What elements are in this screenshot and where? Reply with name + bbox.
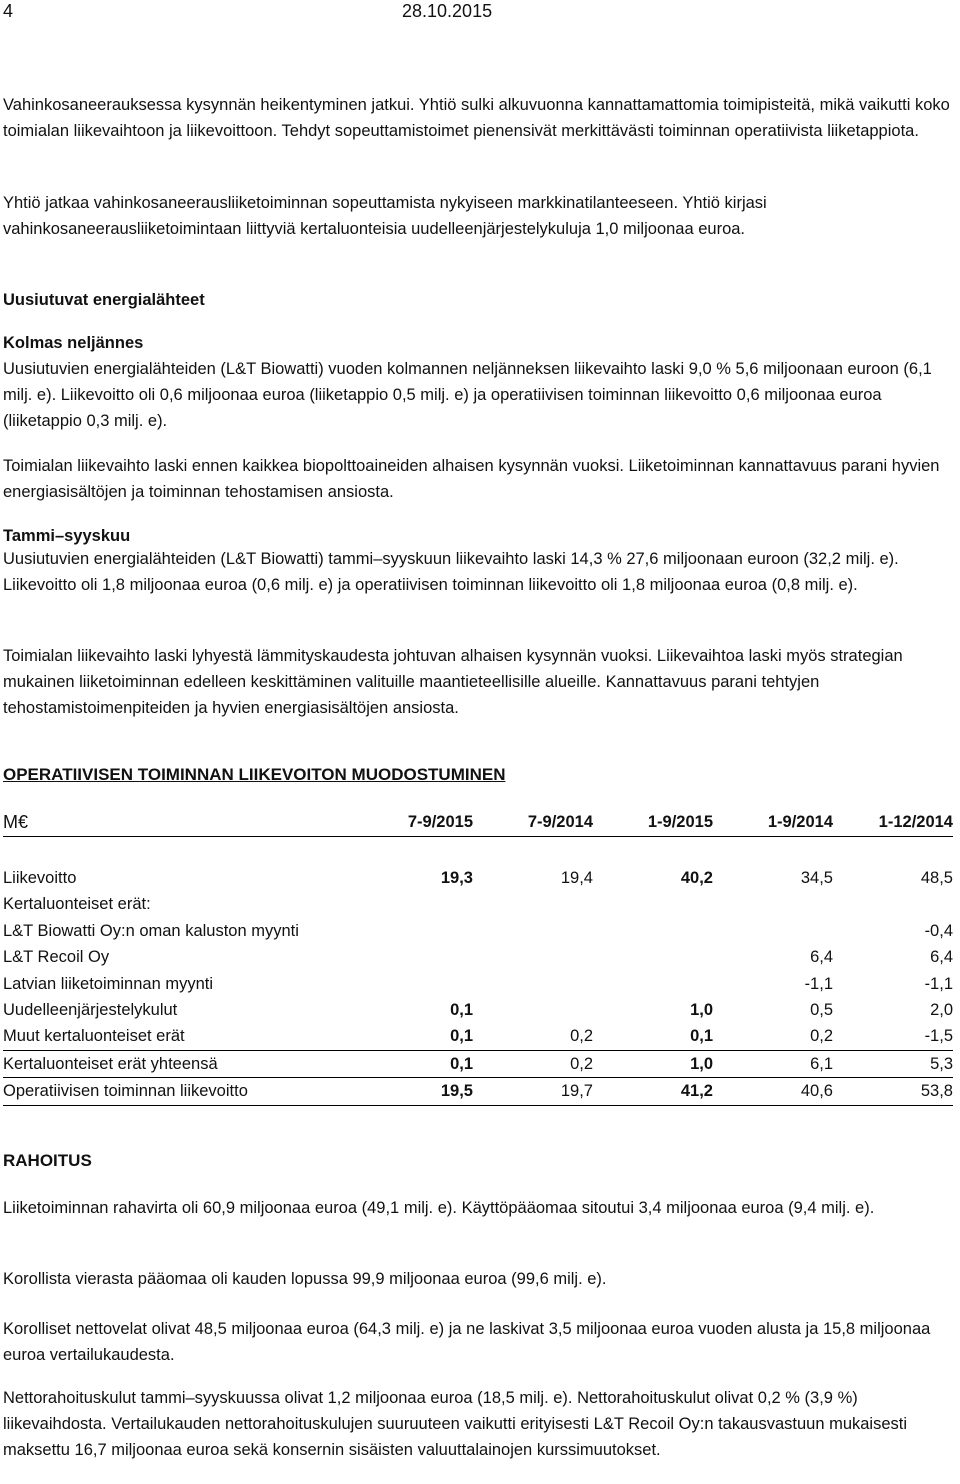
table-cell bbox=[593, 891, 713, 917]
table-row bbox=[3, 891, 953, 917]
row-label: L&T Recoil Oy bbox=[3, 948, 110, 967]
table-cell bbox=[593, 944, 713, 970]
table-cell: 6,4 bbox=[810, 948, 833, 967]
table-cell: 40,2 bbox=[680, 869, 713, 887]
row-label: Latvian liiketoiminnan myynti bbox=[3, 974, 214, 993]
paragraph-q3-results: Uusiutuvien energialähteiden (L&T Biowatti) vuoden kolmannen neljänneksen liikevaihto laski 9,0 % 5,6 miljoonaan euroon (6,1 milj. e). Liikevoitto oli 0,6 miljoonaa euroa (liiketappio 0,5 milj. e) ja operatiivisen toiminnan liikevoitto 0,6 miljoonaa euroa (liiketappio 0,3 milj. e). bbox=[3, 360, 932, 430]
table-cell: 0,1 bbox=[353, 1050, 473, 1077]
heading-operating-profit-breakdown: OPERATIIVISEN TOIMINNAN LIIKEVOITON MUODOSTUMINEN bbox=[3, 765, 506, 784]
table-cell: 40,6 bbox=[713, 1078, 833, 1105]
table-cell: 0,2 bbox=[473, 1023, 593, 1050]
row-label: Kertaluonteiset erät yhteensä bbox=[3, 1050, 353, 1077]
row-label: Kertaluonteiset erät: bbox=[3, 895, 151, 914]
table-cell: 0,1 bbox=[450, 1001, 473, 1020]
table-cell: 1,0 bbox=[690, 1001, 713, 1020]
table-cell bbox=[353, 891, 473, 917]
table-row bbox=[3, 997, 953, 1023]
report-date: 28.10.2015 bbox=[402, 1, 493, 21]
table-row bbox=[3, 944, 953, 970]
table-cell: -0,4 bbox=[924, 921, 953, 940]
table-cell: 0,1 bbox=[353, 1023, 473, 1050]
table-cell bbox=[473, 944, 593, 970]
table-cell: 0,1 bbox=[593, 1023, 713, 1050]
paragraph-cash-flow: Liiketoiminnan rahavirta oli 60,9 miljoonaa euroa (49,1 milj. e). Käyttöpääomaa sitoutui 3,4 miljoonaa euroa (9,4 milj. e). bbox=[3, 1199, 875, 1217]
table-cell: 0,2 bbox=[713, 1023, 833, 1050]
table-cell bbox=[473, 971, 593, 997]
table-cell: 6,1 bbox=[713, 1050, 833, 1077]
table-cell bbox=[593, 918, 713, 944]
table-cell: 0,5 bbox=[810, 1001, 833, 1020]
column-header: 7-9/2015 bbox=[353, 808, 473, 837]
paragraph-net-debt: Korolliset nettovelat olivat 48,5 miljoonaa euroa (64,3 milj. e) ja ne laskivat 3,5 miljoonaa euroa vuoden alusta ja 15,8 miljoonaa euroa vertailukaudesta. bbox=[3, 1320, 931, 1364]
row-label: Uudelleenjärjestelykulut bbox=[3, 1001, 178, 1020]
table-cell: -1,1 bbox=[804, 974, 833, 993]
row-label: Liikevoitto bbox=[3, 869, 77, 887]
operating-profit-table bbox=[3, 808, 953, 1106]
row-label: Muut kertaluonteiset erät bbox=[3, 1023, 353, 1050]
table-cell: 1,0 bbox=[593, 1050, 713, 1077]
table-row bbox=[3, 1078, 953, 1105]
heading-january-september: Tammi–syyskuu bbox=[3, 527, 131, 545]
table-row bbox=[3, 1023, 953, 1050]
heading-financing: RAHOITUS bbox=[3, 1151, 92, 1170]
paragraph-ytd-results: Uusiutuvien energialähteiden (L&T Biowatti) tammi–syyskuun liikevaihto laski 14,3 % 27,6 miljoonaan euroon (32,2 milj. e). Liikevoitto oli 1,8 miljoonaa euroa (0,6 milj. e) ja operatiivisen toiminnan liikevoitto oli 1,8 miljoonaa euroa (0,8 milj. e). bbox=[3, 550, 899, 594]
table-cell: 19,5 bbox=[353, 1078, 473, 1105]
row-label: L&T Biowatti Oy:n oman kaluston myynti bbox=[3, 921, 299, 940]
heading-third-quarter: Kolmas neljännes bbox=[3, 334, 144, 352]
page-number: 4 bbox=[3, 1, 14, 21]
paragraph-restructuring: Yhtiö jatkaa vahinkosaneerausliiketoiminnan sopeuttamista nykyiseen markkinatilanteeseen. Yhtiö kirjasi vahinkosaneerausliiketoimintaan liittyviä kertaluonteisia uudelleenjärjestelykuluja 1,0 miljoonaa euroa. bbox=[3, 194, 767, 238]
paragraph-interest-bearing-liabilities: Korollista vierasta pääomaa oli kauden lopussa 99,9 miljoonaa euroa (99,6 milj. e). bbox=[3, 1270, 607, 1288]
table-cell: 19,7 bbox=[473, 1078, 593, 1105]
paragraph-ytd-drivers: Toimialan liikevaihto laski lyhyestä lämmityskaudesta johtuvan alhaisen kysynnän vuoksi. Liikevaihtoa laski myös strategian mukainen liiketoiminnan edelleen keskittäminen valituille maantieteellisille alueille. Kannattavuus parani tehtyjen tehostamistoimenpiteiden ja hyvien energiasisältöjen ansiosta. bbox=[3, 647, 903, 717]
table-cell: 19,4 bbox=[560, 869, 593, 887]
table-row bbox=[3, 1050, 953, 1077]
heading-renewable-energy: Uusiutuvat energialähteet bbox=[3, 291, 205, 309]
table-cell bbox=[713, 891, 833, 917]
table-cell: -1,5 bbox=[833, 1023, 953, 1050]
row-label: Operatiivisen toiminnan liikevoitto bbox=[3, 1078, 353, 1105]
table-cell bbox=[353, 944, 473, 970]
table-cell: -1,1 bbox=[924, 974, 953, 993]
paragraph-damage-restoration: Vahinkosaneerauksessa kysynnän heikentyminen jatkui. Yhtiö sulki alkuvuonna kannattamattomia toimipisteitä, mikä vaikutti koko toimialan liikevaihtoon ja liikevoittoon. Tehdyt sopeuttamistoimet pienensivät merkittävästi toiminnan operatiivista liiketappiota. bbox=[3, 96, 950, 140]
table-cell: 53,8 bbox=[833, 1078, 953, 1105]
paragraph-net-financial-costs: Nettorahoituskulut tammi–syyskuussa olivat 1,2 miljoonaa euroa (18,5 milj. e). Nettorahoituskulut olivat 0,2 % (3,9 %) liikevaihdosta. Vertailukauden nettorahoituskulujen suuruuteen vaikutti erityisesti L&T Recoil Oy:n takausvastuun mukaisesti maksettu 16,7 miljoonaa euroa sekä konsernin sisäisten valuuttalainojen kurssimuutokset. bbox=[3, 1389, 908, 1459]
column-header: 7-9/2014 bbox=[473, 808, 593, 837]
table-cell bbox=[473, 918, 593, 944]
table-cell: 48,5 bbox=[920, 869, 953, 887]
table-cell: 41,2 bbox=[593, 1078, 713, 1105]
table-row bbox=[3, 918, 953, 944]
table-cell bbox=[833, 891, 953, 917]
table-cell bbox=[473, 997, 593, 1023]
column-header: 1-9/2015 bbox=[593, 808, 713, 837]
table-cell bbox=[713, 918, 833, 944]
table-cell: 5,3 bbox=[833, 1050, 953, 1077]
unit-label: M€ bbox=[3, 808, 353, 837]
table-cell: 2,0 bbox=[930, 1001, 953, 1020]
table-cell: 0,2 bbox=[473, 1050, 593, 1077]
table-cell: 19,3 bbox=[440, 869, 473, 887]
table-cell bbox=[593, 971, 713, 997]
column-header: 1-12/2014 bbox=[833, 808, 953, 837]
table-cell: 34,5 bbox=[800, 869, 833, 887]
table-cell bbox=[353, 918, 473, 944]
table-row bbox=[3, 865, 953, 891]
table-cell bbox=[473, 891, 593, 917]
paragraph-q3-drivers: Toimialan liikevaihto laski ennen kaikkea biopolttoaineiden alhaisen kysynnän vuoksi. Liiketoiminnan kannattavuus parani hyvien energiasisältöjen ja toiminnan tehostamisen ansiosta. bbox=[3, 457, 940, 501]
table-cell bbox=[353, 971, 473, 997]
column-header: 1-9/2014 bbox=[713, 808, 833, 837]
table-row bbox=[3, 971, 953, 997]
table-header-row bbox=[3, 808, 953, 837]
table-cell: 6,4 bbox=[930, 948, 953, 967]
